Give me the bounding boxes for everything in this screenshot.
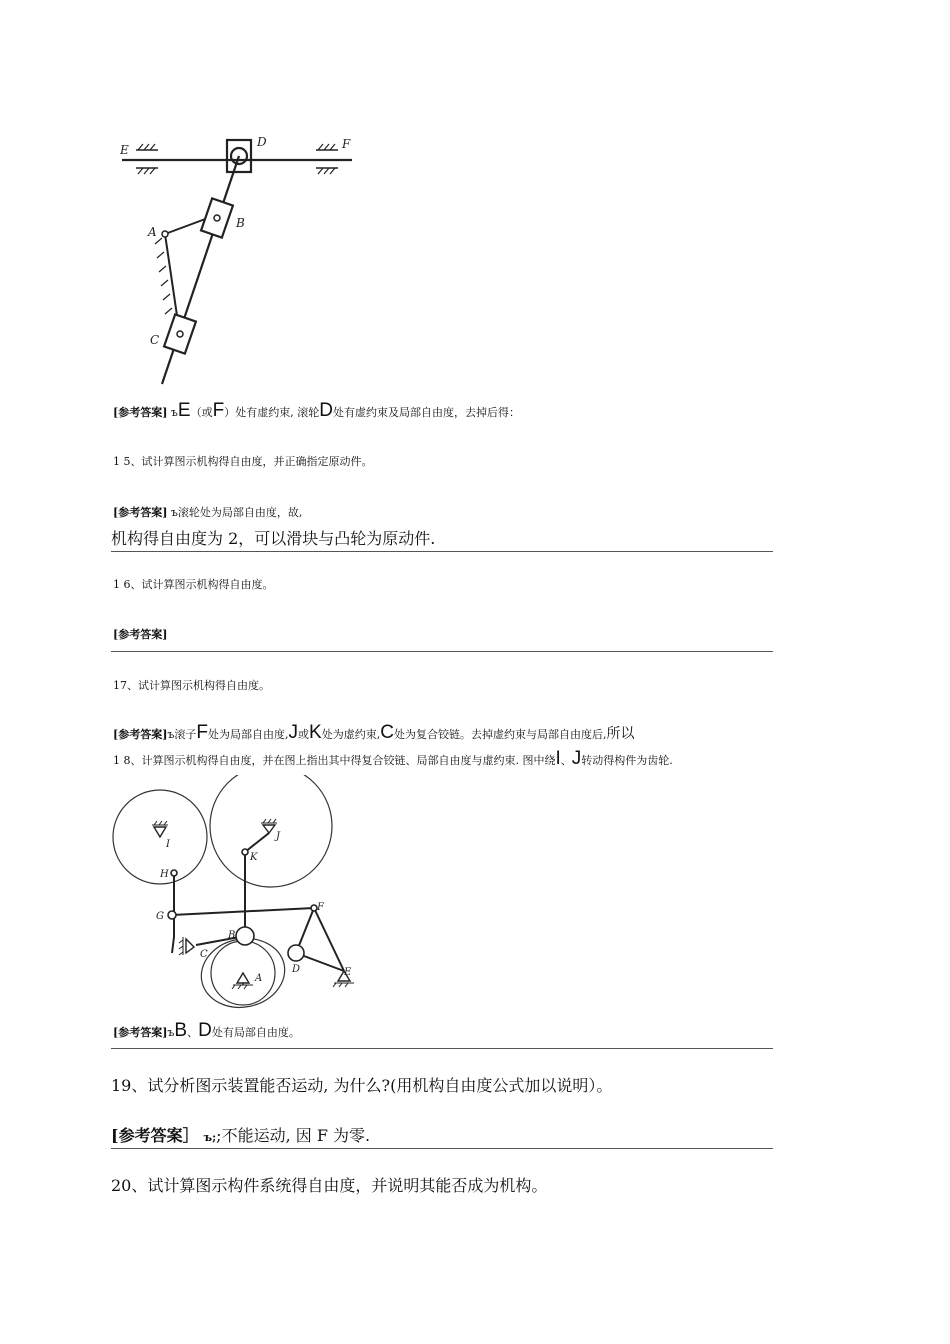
text: 或 bbox=[298, 728, 310, 741]
answer-16: [参考答案] bbox=[113, 628, 168, 641]
answer-tag: [参考答案] bbox=[113, 1026, 168, 1039]
mechanism-figure-2 bbox=[112, 775, 357, 1017]
text: 1 8、计算图示机构得自由度，并在图上指出其中得复合铰链、局部自由度与虚约束. 图中绕 bbox=[113, 754, 556, 767]
answer-15-line1 bbox=[113, 506, 302, 520]
label-D: D bbox=[292, 964, 301, 975]
label-A: A bbox=[148, 225, 157, 239]
answer-tag: [参考答案] bbox=[113, 506, 168, 519]
label-J: J bbox=[276, 831, 281, 842]
answer-tag: [参考答案] bbox=[113, 406, 168, 419]
label-K: K bbox=[250, 852, 258, 863]
divider bbox=[111, 651, 773, 652]
text: 转动得构件为齿轮. bbox=[581, 754, 673, 767]
letter: E bbox=[177, 400, 191, 421]
answer-15-line2: 机构得自由度为 2，可以滑块与凸轮为原动件. bbox=[111, 529, 436, 548]
label-C: C bbox=[200, 949, 208, 960]
label-C: C bbox=[150, 333, 160, 347]
divider bbox=[111, 1148, 773, 1149]
text: 处为复合铰链。去掉虚约束与局部自由度后, bbox=[393, 728, 607, 741]
answer-14 bbox=[113, 400, 520, 421]
label-E: E bbox=[344, 967, 352, 978]
letter: K bbox=[309, 722, 322, 743]
label-E: E bbox=[120, 143, 129, 157]
letter: F bbox=[196, 722, 209, 743]
question-19: 19、试分析图示装置能否运动, 为什么?(用机构自由度公式加以说明）。 bbox=[111, 1076, 613, 1095]
text: （或 bbox=[190, 406, 213, 419]
letter: F bbox=[212, 400, 225, 421]
label-B: B bbox=[236, 216, 245, 230]
text: ）处有虚约束, 滚轮 bbox=[224, 406, 320, 419]
answer-17 bbox=[113, 722, 635, 743]
mark: ъ; bbox=[203, 1131, 217, 1144]
label-I: I bbox=[166, 839, 170, 850]
letter: D bbox=[319, 400, 333, 421]
answer-19 bbox=[111, 1123, 370, 1146]
divider bbox=[111, 1048, 773, 1049]
mark: ъ bbox=[167, 1026, 175, 1039]
mark: ъ bbox=[170, 406, 178, 419]
question-16: 1 6、试计算图示机构得自由度。 bbox=[113, 578, 274, 591]
label-F: F bbox=[317, 902, 324, 913]
answer-tag: [参考答案］ bbox=[111, 1126, 199, 1145]
question-15: 1 5、试计算图示机构得自由度，并正确指定原动件。 bbox=[113, 455, 373, 468]
letter: C bbox=[380, 722, 394, 743]
letter: D bbox=[198, 1020, 212, 1041]
divider bbox=[111, 551, 773, 552]
text: 处为局部自由度, bbox=[208, 728, 289, 741]
text: ;不能运动, 因 F 为零. bbox=[216, 1126, 371, 1145]
question-17: 17、试计算图示机构得自由度。 bbox=[113, 679, 270, 692]
question-18 bbox=[113, 748, 673, 769]
text: 、 bbox=[187, 1026, 199, 1039]
text: 处有局部自由度。 bbox=[211, 1026, 300, 1039]
text: 滚轮处为局部自由度，故, bbox=[177, 506, 303, 519]
mark: ъ bbox=[170, 506, 178, 519]
answer-tag: [参考答案] bbox=[113, 728, 168, 741]
label-F: F bbox=[342, 137, 351, 151]
text: 处为虚约束, bbox=[321, 728, 381, 741]
text: 滚子 bbox=[174, 728, 197, 741]
question-20: 20、试计算图示构件系统得自由度，并说明其能否成为机构。 bbox=[111, 1176, 548, 1195]
label-B: B bbox=[228, 930, 236, 941]
label-H: H bbox=[160, 869, 169, 880]
letter: J bbox=[288, 722, 299, 743]
mechanism-figure-1 bbox=[110, 128, 360, 390]
letter: I bbox=[555, 748, 561, 769]
answer-18 bbox=[113, 1020, 300, 1041]
text: 处有虚约束及局部自由度，去掉后得： bbox=[332, 406, 520, 419]
letter: J bbox=[571, 748, 582, 769]
label-A: A bbox=[255, 973, 263, 984]
mark: ъ bbox=[167, 728, 175, 741]
text: 所以 bbox=[606, 726, 635, 742]
label-D: D bbox=[257, 135, 267, 149]
text: 、 bbox=[560, 754, 572, 767]
letter: B bbox=[174, 1020, 188, 1041]
label-G: G bbox=[156, 911, 164, 922]
